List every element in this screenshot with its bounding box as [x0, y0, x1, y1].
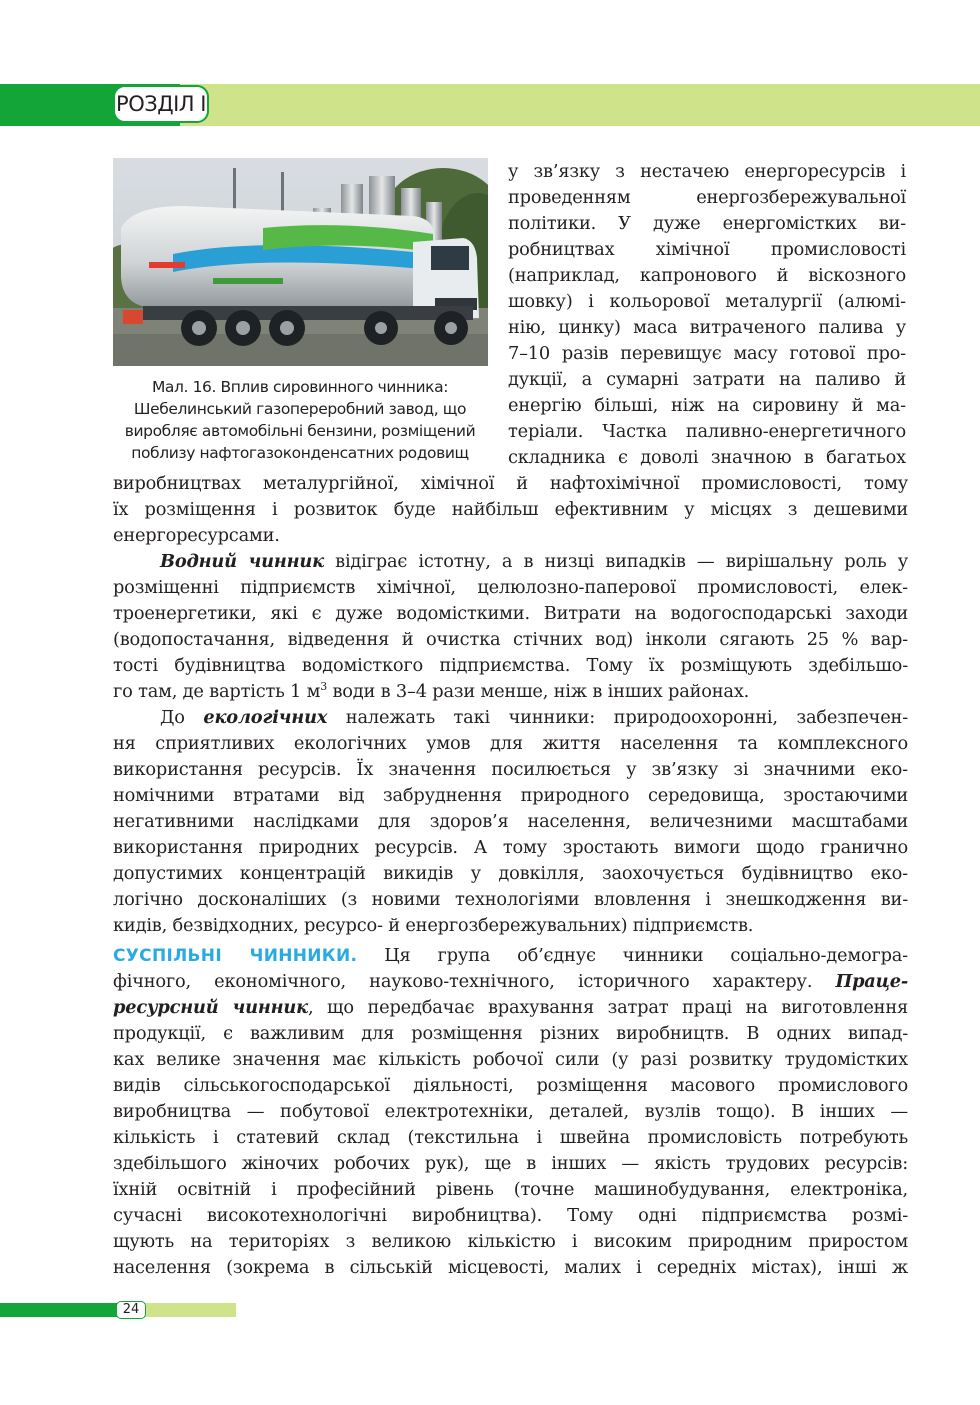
- text-line: допустимих концентрацій викидів у довкілля, заохочується будівництво еко-: [113, 863, 908, 884]
- caption-line: виробляє автомобільні бензини, розміщений: [124, 422, 476, 440]
- text-line: здебільшого жіночих робочих рук), ще в інших — якість трудових ресурсів:: [113, 1153, 908, 1174]
- caption-line: Шебелинський газопереробний завод, що: [133, 400, 467, 418]
- text-line: кількість і статевий склад (текстильна і швейна промисловість потребують: [113, 1127, 908, 1148]
- text-line: використання ресурсів. Їх значення посилюється у зв’язку зі значними еко-: [113, 759, 908, 780]
- paragraph-eco-first-line: До екологічних належать такі чинники: природоохоронні, забезпечен-: [160, 707, 908, 728]
- text-line: щують на територіях з великою кількістю і високим природним приростом: [113, 1231, 908, 1252]
- text-line: 7–10 разів перевищує масу готової про-: [508, 343, 906, 364]
- text-line: (наприклад, капронового й віскозного: [508, 265, 906, 286]
- text-line: (водопостачання, відведення й очистка стічних вод) інколи сягають 25 % вар-: [113, 629, 908, 650]
- text-line: їхній освітній і професійний рівень (точне машинобудування, електроніка,: [113, 1179, 908, 1200]
- page-number: 24: [116, 1301, 146, 1319]
- text-line: сучасні високотехнологічні виробництва). Тому одні підприємства розмі-: [113, 1205, 908, 1226]
- text-line: негативними наслідками для здоров’я населення, величезними масштабами: [113, 811, 908, 832]
- text-line: складника є доволі значною в багатьох: [508, 447, 906, 468]
- text-line: теріали. Частка паливно-енергетичного: [508, 421, 906, 442]
- footer-band-green: [0, 1303, 118, 1317]
- text-line: видів сільськогосподарської діяльності, розміщення масового промислового: [113, 1075, 908, 1096]
- text-line: продукції, є важливим для розміщення різних виробництв. В одних випад-: [113, 1023, 908, 1044]
- figure-photo: [113, 158, 488, 366]
- footer-band-lime: [144, 1303, 236, 1317]
- text-line: проведенням енергозбережувальної: [508, 187, 906, 208]
- text-line: ресурсний чинник, що передбачає врахування затрат праці на виготовлення: [113, 997, 908, 1018]
- caption-line: поблизу нафтогазоконденсатних родовищ: [131, 444, 469, 462]
- text-line: дукції, а сумарні затрати на паливо й: [508, 369, 906, 390]
- text-line: фічного, економічного, науково-технічного, історичного характеру. Праце-: [113, 971, 908, 992]
- text-line: ня сприятливих екологічних умов для життя населення та комплексного: [113, 733, 908, 754]
- text-line: використання природних ресурсів. А тому зростають вимоги щодо гранично: [113, 837, 908, 858]
- caption-line: Мал. 16. Вплив сировинного чинника:: [151, 378, 449, 396]
- text-line: тості будівництва водомісткого підприємства. Тому їх розміщують здебільшо-: [113, 655, 908, 676]
- text-line: енергоресурсами.: [113, 525, 280, 546]
- text-line: населення (зокрема в сільській місцевості, малих і середніх містах), інші ж: [113, 1257, 908, 1278]
- text-line: го там, де вартість 1 $м^3$ води в 3–4 рази менше, ніж в інших районах.: [113, 680, 750, 702]
- text-line: нію, цинку) маса витраченого палива у: [508, 317, 906, 338]
- text-line: шовку) і кольорової металургії (алюмі-: [508, 291, 906, 312]
- section-heading-line: СУСПІЛЬНІ ЧИННИКИ. Ця група об’єднує чинники соціально-демогра-: [113, 945, 908, 966]
- paragraph-water-first-line: Водний чинник відіграє істотну, а в низці випадків — вирішальну роль у: [160, 551, 908, 572]
- term-water-factor: Водний чинник: [160, 551, 324, 572]
- text-line: ках велике значення має кількість робочої сили (у разі розвитку трудомістких: [113, 1049, 908, 1070]
- header-band-lime: [180, 84, 980, 126]
- text-line: номічними втратами від забруднення природного середовища, зростаючими: [113, 785, 908, 806]
- text-line: кидів, безвідходних, ресурсо- й енергозбережувальних) підприємств.: [113, 915, 754, 936]
- text-line: виробництвах металургійної, хімічної й нафтохімічної промисловості, тому: [113, 473, 908, 494]
- term-ecological: екологічних: [203, 707, 328, 728]
- text-line: у зв’язку з нестачею енергоресурсів і: [508, 161, 906, 182]
- text-line: виробництва — побутової електротехніки, деталей, вузлів тощо). В інших —: [113, 1101, 908, 1122]
- social-factors-heading: СУСПІЛЬНІ ЧИННИКИ.: [113, 946, 358, 966]
- text-line: логічно досконаліших (з новими технологіями вловлення і знешкодження ви-: [113, 889, 908, 910]
- text-line: політики. У дуже енергомістких ви-: [508, 213, 906, 234]
- text-line: робництвах хімічної промисловості: [508, 239, 906, 260]
- text-line: троенергетики, які є дуже водомісткими. Витрати на водогосподарські заходи: [113, 603, 908, 624]
- text-line: енергію більші, ніж на сировину й ма-: [508, 395, 906, 416]
- text-line: розміщенні підприємств хімічної, целюлозно-паперової промисловості, елек-: [113, 577, 908, 598]
- figure-caption: [108, 376, 492, 464]
- term-labour-resource: Праце-: [835, 971, 908, 992]
- text-line: їх розміщення і розвиток буде найбільш ефективним у місцях з дешевими: [113, 499, 908, 520]
- section-label: РОЗДІЛ I: [113, 85, 209, 123]
